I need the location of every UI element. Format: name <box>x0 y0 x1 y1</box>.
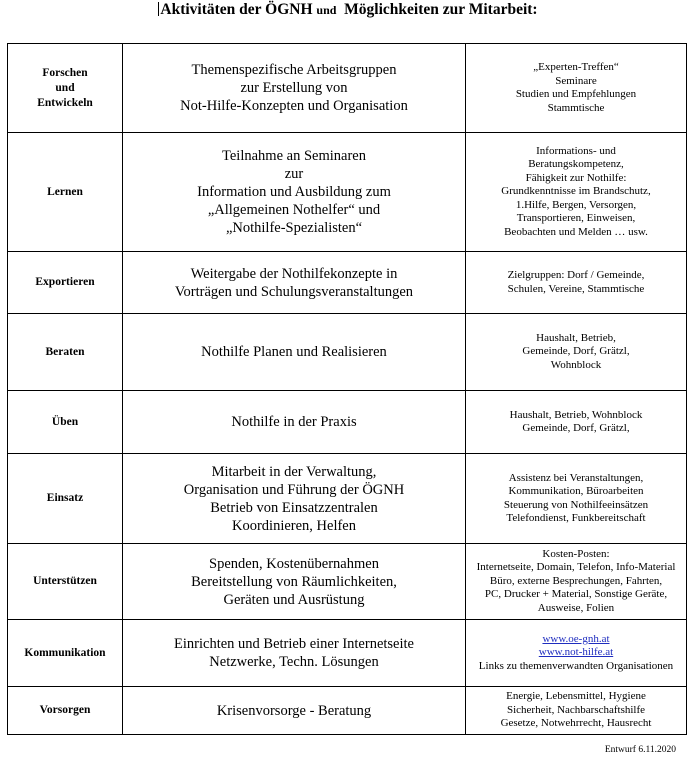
cell-line: Wohnblock <box>550 358 602 371</box>
cell-line: Beratungskompetenz, <box>528 158 624 171</box>
description-cell <box>123 314 466 391</box>
table-row <box>8 314 687 391</box>
cell-line: Vorträgen und Schulungsveranstaltungen <box>174 283 414 300</box>
description-cell <box>123 620 466 687</box>
cell-line: Unterstützen <box>33 575 97 587</box>
cell-line: Haushalt, Betrieb, Wohnblock <box>509 408 643 421</box>
details-cell <box>466 687 687 735</box>
activity-cell <box>8 454 123 544</box>
cell-line: Kommunikation <box>24 646 106 659</box>
table-row <box>8 454 687 544</box>
cell-line: Gesetze, Notwehrrecht, Hausrecht <box>500 717 652 730</box>
cell-line: Bereitstellung von Räumlichkeiten, <box>191 573 397 590</box>
cell-line: Nothilfe in der Praxis <box>231 414 357 430</box>
description-cell <box>123 391 466 454</box>
cell-line: Teilnahme an Seminaren <box>222 148 366 164</box>
cell-line: Einsatz <box>46 492 84 504</box>
cell-line: Organisation und Führung der ÖGNH <box>183 481 405 498</box>
cell-line: Sicherheit, Nachbarschaftshilfe <box>506 703 646 716</box>
details-cell <box>466 133 687 252</box>
cell-line: Telefondienst, Funkbereitschaft <box>506 512 646 524</box>
description-cell <box>123 44 466 133</box>
description-cell <box>123 544 466 620</box>
cell-line: und <box>55 81 75 94</box>
activity-cell <box>8 44 123 133</box>
link-line <box>468 646 684 660</box>
description-cell <box>123 252 466 314</box>
cell-line: Gemeinde, Dorf, Grätzl, <box>522 422 630 434</box>
cell-line: Kommunikation, Büroarbeiten <box>508 485 644 497</box>
cell-line: Grundkenntnisse im Brandschutz, <box>501 185 651 198</box>
activity-cell <box>8 687 123 735</box>
cell-line: Einrichten und Betrieb einer Internetseite <box>174 636 414 652</box>
activity-cell <box>8 133 123 252</box>
details-cell <box>466 252 687 314</box>
description-cell <box>123 133 466 252</box>
cell-line: Transportieren, Einweisen, <box>516 212 636 225</box>
link-line <box>468 633 684 647</box>
cell-line: Zielgruppen: Dorf / Gemeinde, <box>507 269 645 281</box>
details-cell <box>466 44 687 133</box>
title-part2: Möglichkeiten zur Mitarbeit: <box>344 1 538 18</box>
cell-line: Energie, Lebensmittel, Hygiene <box>506 690 646 703</box>
cell-line: „Nothilfe-Spezialisten“ <box>225 220 363 236</box>
cell-line: Gemeinde, Dorf, Grätzl, <box>522 345 630 358</box>
cell-line: Vorsorgen <box>39 704 91 716</box>
activity-cell <box>8 620 123 687</box>
title-connector: und <box>316 3 337 17</box>
cell-line: Not-Hilfe-Konzepten und Organisation <box>180 98 408 114</box>
cell-line: PC, Drucker + Material, Sonstige Geräte, <box>484 588 668 601</box>
website-link[interactable]: www.not-hilfe.at <box>538 646 614 659</box>
cell-line: Haushalt, Betrieb, <box>536 331 616 344</box>
cell-line: Spenden, Kostenübernahmen <box>209 555 379 572</box>
activity-cell <box>8 544 123 620</box>
cell-line: Entwickeln <box>37 96 93 109</box>
cell-line: „Allgemeinen Nothelfer“ und <box>207 202 381 218</box>
cell-line: Internetseite, Domain, Telefon, Info-Material <box>476 561 676 574</box>
table-row <box>8 391 687 454</box>
activity-cell <box>8 252 123 314</box>
cell-line: Schulen, Vereine, Stammtische <box>507 282 645 295</box>
cell-line: Links zu themenverwandten Organisationen <box>478 659 674 672</box>
cell-line: Üben <box>51 415 79 428</box>
details-cell <box>466 544 687 620</box>
cell-line: Forschen <box>42 66 88 79</box>
cell-line: Kosten-Posten: <box>542 547 610 560</box>
description-cell <box>123 687 466 735</box>
cell-line: Informations- und <box>536 144 616 157</box>
website-link[interactable]: www.oe-gnh.at <box>542 632 610 645</box>
cell-line: Assistenz bei Veranstaltungen, <box>508 471 644 484</box>
activities-table <box>7 43 687 735</box>
cell-line: Büro, externe Besprechungen, Fahrten, <box>489 574 663 587</box>
cell-line: Seminare <box>555 74 597 87</box>
table-row <box>8 687 687 735</box>
cell-line: Beobachten und Melden … usw. <box>504 225 648 238</box>
cell-line: zur <box>284 166 304 182</box>
cell-line: Ausweise, Folien <box>537 601 615 614</box>
details-cell <box>466 620 687 687</box>
cell-line: Stammtische <box>547 101 605 114</box>
document-title <box>0 0 696 20</box>
cell-line: Betrieb von Einsatzzentralen <box>210 499 378 516</box>
cell-line: „Experten-Treffen“ <box>533 61 619 73</box>
activity-cell <box>8 391 123 454</box>
footer-draft-date: Entwurf 6.11.2020 <box>604 745 676 755</box>
description-cell <box>123 454 466 544</box>
activities-table-body <box>8 44 687 735</box>
cell-line: zur Erstellung von <box>240 80 348 96</box>
cell-line: Information und Ausbildung zum <box>197 184 391 200</box>
activity-cell <box>8 314 123 391</box>
table-row <box>8 133 687 252</box>
cell-line: Fähigkeit zur Nothilfe: <box>525 171 627 184</box>
details-cell <box>466 454 687 544</box>
title-part1: Aktivitäten der ÖGNH <box>160 1 313 18</box>
cell-line: Themenspezifische Arbeitsgruppen <box>191 62 397 78</box>
table-row <box>8 252 687 314</box>
cell-line: Krisenvorsorge - Beratung <box>216 702 372 719</box>
cell-line: Studien und Empfehlungen <box>515 88 637 100</box>
details-cell <box>466 391 687 454</box>
cell-line: Nothilfe Planen und Realisieren <box>201 344 387 360</box>
cell-line: Koordinieren, Helfen <box>231 517 356 534</box>
cell-line: Lernen <box>47 185 83 198</box>
table-row <box>8 544 687 620</box>
table-row <box>8 44 687 133</box>
cell-line: Beraten <box>45 345 85 358</box>
cell-line: 1.Hilfe, Bergen, Versorgen, <box>515 198 637 211</box>
cell-line: Netzwerke, Techn. Lösungen <box>209 654 379 670</box>
cell-line: Weitergabe der Nothilfekonzepte in <box>190 265 398 282</box>
cell-line: Exportieren <box>35 276 95 288</box>
details-cell <box>466 314 687 391</box>
cell-line: Mitarbeit in der Verwaltung, <box>211 463 377 480</box>
table-row <box>8 620 687 687</box>
cell-line: Steuerung von Nothilfeeinsätzen <box>503 498 649 511</box>
cell-line: Geräten und Ausrüstung <box>223 591 365 608</box>
